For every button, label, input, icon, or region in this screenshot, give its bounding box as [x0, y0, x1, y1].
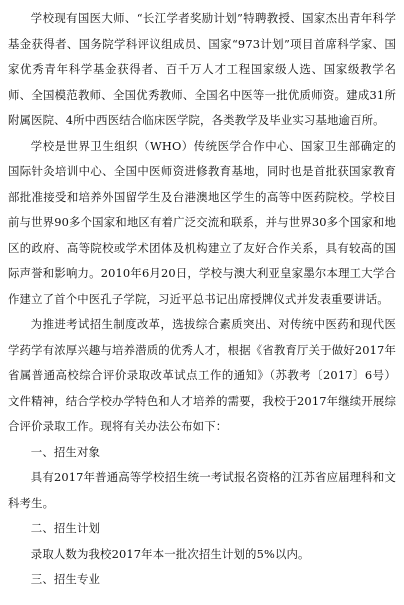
section-heading-enrollment-target: 一、招生对象: [30, 444, 101, 459]
paragraph-international: 学校是世界卫生组织（WHO）传统医学合作中心、国家卫生部确定的国际针灸培训中心、全国中医师资进修教育基地，同时也是首批获国家教育部批准接受和培养外国留学生及台港澳地区学生的高等中医药院校。学校目前与世界90多个国家和地区有着广泛交流和联系，并与世界30多个国家和地区的政府、高等院校或学术团体及机构建立了友好合作关系，具有较高的国际声誉和影响力。2010年6月20日，学校与澳大利亚皇家墨尔本理工大学合作建立了首个中医孔子学院，习近平总书记出席授牌仪式并发表重要讲话。: [8, 138, 396, 306]
paragraph-faculty: 学校现有国医大师、“长江学者奖励计划”特聘教授、国家杰出青年科学基金获得者、国务院学科评议组成员、国家“973计划”项目首席科学家、国家优秀青年科学基金获得者、百千万人才工程国家级人选、国家级教学名师、全国模范教师、全国优秀教师、全国名中医等一批优质师资。建成31所附属医院、4所中西医结合临床医学院，各类教学及毕业实习基地逾百所。: [8, 11, 396, 127]
section-text-enrollment-plan: 录取人数为我校2017年本一批次招生计划的5%以内。: [30, 546, 310, 561]
section-heading-enrollment-plan: 二、招生计划: [30, 521, 101, 535]
section-text-enrollment-target: 具有2017年普通高等学校招生统一考试报名资格的江苏省应届理科和文科考生。: [8, 470, 396, 510]
paragraph-reform: 为推进考试招生制度改革，选拔综合素质突出、对传统中医药和现代医学药学有浓厚兴趣与培养潜质的优秀人才，根据《省教育厅关于做好2017年省属普通高校综合评价录取改革试点工作的通知》（苏教考〔2017〕6号）文件精神，结合学校办学特色和人才培养的需要，我校于2017年继续开展综合评价录取工作。现将有关办法公布如下：: [8, 317, 396, 433]
section-heading-majors: 三、招生专业: [30, 572, 101, 586]
